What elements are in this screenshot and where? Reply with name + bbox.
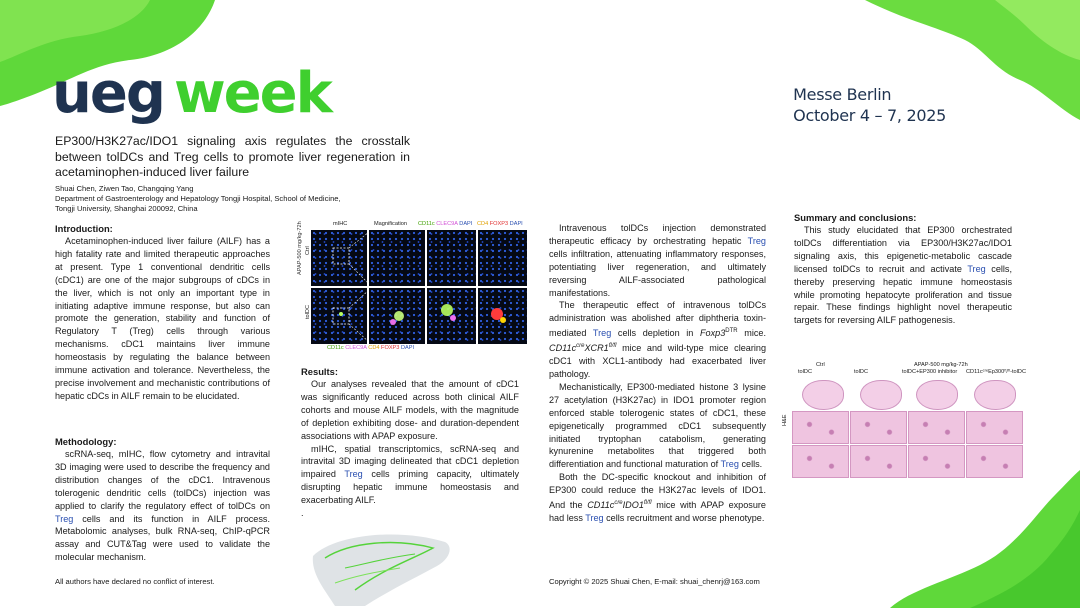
copyright-note: Copyright © 2025 Shuai Chen, E-mail: shuai_chenrj@163.com xyxy=(549,577,760,586)
results-trailing-dot: . xyxy=(301,508,304,519)
findings-paragraph-1: Intravenous tolDCs injection demonstrated therapeutic efficacy by orchestrating hepatic Treg cells infiltration, attenuating inflammatory responses, potentiating liver regeneration, and ultimately reversing AILF-associated pathological manifestations. xyxy=(549,223,766,298)
summary-section xyxy=(794,212,1012,327)
decor-bottom-right-blob xyxy=(870,470,1080,608)
fig2-he-r1-c2 xyxy=(850,411,907,444)
fig1-row-toldc: tolDC xyxy=(305,305,311,319)
methodology-text: scRNA-seq, mIHC, flow cytometry and intravital 3D imaging were used to describe the frequency and distribution changes of the cDC1. Intravenous tolerogenic dendritic cells (tolDCs) injection was applied to clarify the regulatory effect of tolDCs on Treg cells and its function in AILF process. Metabolomic analyses, bulk RNA-seq, ChIP-qPCR assay and CUT&Tag were used to validate the molecular mechanism. xyxy=(55,449,270,563)
mihc-figure xyxy=(297,219,530,353)
fig2-header-apap: APAP-500 mg/kg-72h xyxy=(914,362,968,368)
venue-info xyxy=(793,84,946,126)
fig2-he-r2-c4 xyxy=(966,445,1023,478)
fig1-col-stain-2: CD4 FOXP3 DAPI xyxy=(477,221,523,227)
introduction-heading: Introduction: xyxy=(55,223,113,234)
fig2-row-label: H&E xyxy=(782,414,788,426)
author-affiliation-1: Department of Gastroenterology and Hepatology Tongji Hospital, School of Medicine, xyxy=(55,194,341,204)
fig2-he-r2-c1 xyxy=(792,445,849,478)
fig1-col-mihc: mIHC xyxy=(333,221,348,227)
fig2-gross-3 xyxy=(916,380,958,410)
venue-location: Messe Berlin xyxy=(793,85,892,104)
fig1-col-stain: CD11c CLEC9A DAPI xyxy=(418,221,473,227)
findings-paragraph-4: Both the DC-specific knockout and inhibition of EP300 could reduce the H3K27ac levels of IDO1. And the $CD11c^{cre}IDO1^{fl/fl}$ mice with APAP exposure had less Treg cells recruitment and worse phenotype. xyxy=(549,472,766,524)
fig2-he-r1-c1 xyxy=(792,411,849,444)
summary-heading: Summary and conclusions: xyxy=(794,212,917,223)
introduction-text: Acetaminophen-induced liver failure (AILF) has a high fatality rate and limited therapeutic approaches at present. Type 1 conventional dendritic cells (cDC1) are one of the major subgroups of cDCs in the liver, which is not only an important type in initiating adaptive immune response, but also can promote the generation, stability and function of Regulatory T (Treg) cells through various mechanisms. cDC1 maintains liver immune homeostasis by regulating the balance between immune activation and tolerance. Nevertheless, the precise involvement and mechanistic contributions of hepatic cDCs in AILF remain to be elucidated. xyxy=(55,236,270,401)
liver-illustration xyxy=(305,528,455,608)
findings-section xyxy=(549,222,766,525)
fig2-he-r2-c2 xyxy=(850,445,907,478)
ueg-week-logo: ueg week xyxy=(52,61,331,126)
he-figure xyxy=(782,360,1026,480)
findings-paragraph-2: The therapeutic effect of intravenous tolDCs administration was abolished after diphtheria toxin-mediated Treg cells depletion in $Foxp3^{DTR}$ mice. $CD11c^{cre}XCR1^{fl/fl}$ mice and wild-type mice clearing cDC1 with XCL1-antibody had exacerbated liver pathology. xyxy=(549,300,766,380)
author-block xyxy=(55,184,405,215)
fig1-row-label: APAP-500 mg/kg-72h xyxy=(297,221,303,275)
fig2-gross-1 xyxy=(802,380,844,410)
findings-paragraph-3: Mechanistically, EP300-mediated histone 3 lysine 27 acetylation (H3K27ac) in IDO1 promoter region enforced stable tolerogenic states of cDC1, these epigenetically programmed cDC1 subsequently initiated tryptophan catabolism, generating kynurenine metabolites that triggered both differentiation and functional maturation of Treg cells. xyxy=(549,381,766,470)
fig2-col-3: tolDC+EP300 inhibitor xyxy=(902,369,958,375)
fig1-col-magnification: Magnification xyxy=(374,221,407,227)
fig2-header-ctrl: Ctrl xyxy=(816,362,825,368)
methodology-section xyxy=(55,436,270,564)
poster-title: EP300/H3K27ac/IDO1 signaling axis regulates the crosstalk between tolDCs and Treg cells to promote liver regeneration in acetaminophen-induced liver failure xyxy=(55,134,410,179)
results-paragraph-1: Our analyses revealed that the amount of cDC1 was significantly reduced across both clinical AILF cohorts and mouse AILF models, with the magnitude of depletion exhibiting dose- and duration-dependent associations with APAP exposure. xyxy=(301,379,519,441)
fig1-legend: CD11c CLEC9A CD4 FOXP3 DAPI xyxy=(327,345,415,351)
fig2-he-r1-c4 xyxy=(966,411,1023,444)
fig2-gross-4 xyxy=(974,380,1016,410)
fig2-col-1: tolDC xyxy=(798,369,812,375)
author-affiliation-2: Tongji University, Shanghai 200092, China xyxy=(55,204,198,214)
summary-text: This study elucidated that EP300 orchestrated tolDCs differentiation via EP300/H3K27ac/IDO1 signaling axis, this epigenetic-metabolic cascade licensed tolDCs to recruit and activate Treg cells, thereby preserving hepatic immune homeostasis while promoting hepatocyte proliferation and tissue repair. These findings highlight novel therapeutic targets for reversing AILF pathogenesis. xyxy=(794,225,1012,326)
fig2-col-2: tolDC xyxy=(854,369,868,375)
results-heading: Results: xyxy=(301,366,338,377)
fig1-row-ctrl: Ctrl xyxy=(305,246,311,255)
methodology-heading: Methodology: xyxy=(55,436,117,447)
fig1-overlay xyxy=(311,230,527,344)
disclosure-note: All authors have declared no conflict of interest. xyxy=(55,577,215,586)
author-names: Shuai Chen, Ziwen Tao, Changqing Yang xyxy=(55,184,194,193)
results-paragraph-2: mIHC, spatial transcriptomics, scRNA-seq and intravital 3D imaging delineated that cDC1 depletion impaired Treg cells priming capacity, ultimately disrupting hepatic immune homeostasis and exacerbating AILF. xyxy=(301,443,519,506)
fig2-he-r2-c3 xyxy=(908,445,965,478)
fig2-col-4: CD11cᶜʳᵉEp300ᶠˡ/ᶠˡ-tolDC xyxy=(966,369,1026,375)
fig2-he-r1-c3 xyxy=(908,411,965,444)
venue-dates: October 4 – 7, 2025 xyxy=(793,106,946,125)
results-section xyxy=(301,366,519,520)
fig2-gross-2 xyxy=(860,380,902,410)
introduction-section xyxy=(55,223,270,403)
